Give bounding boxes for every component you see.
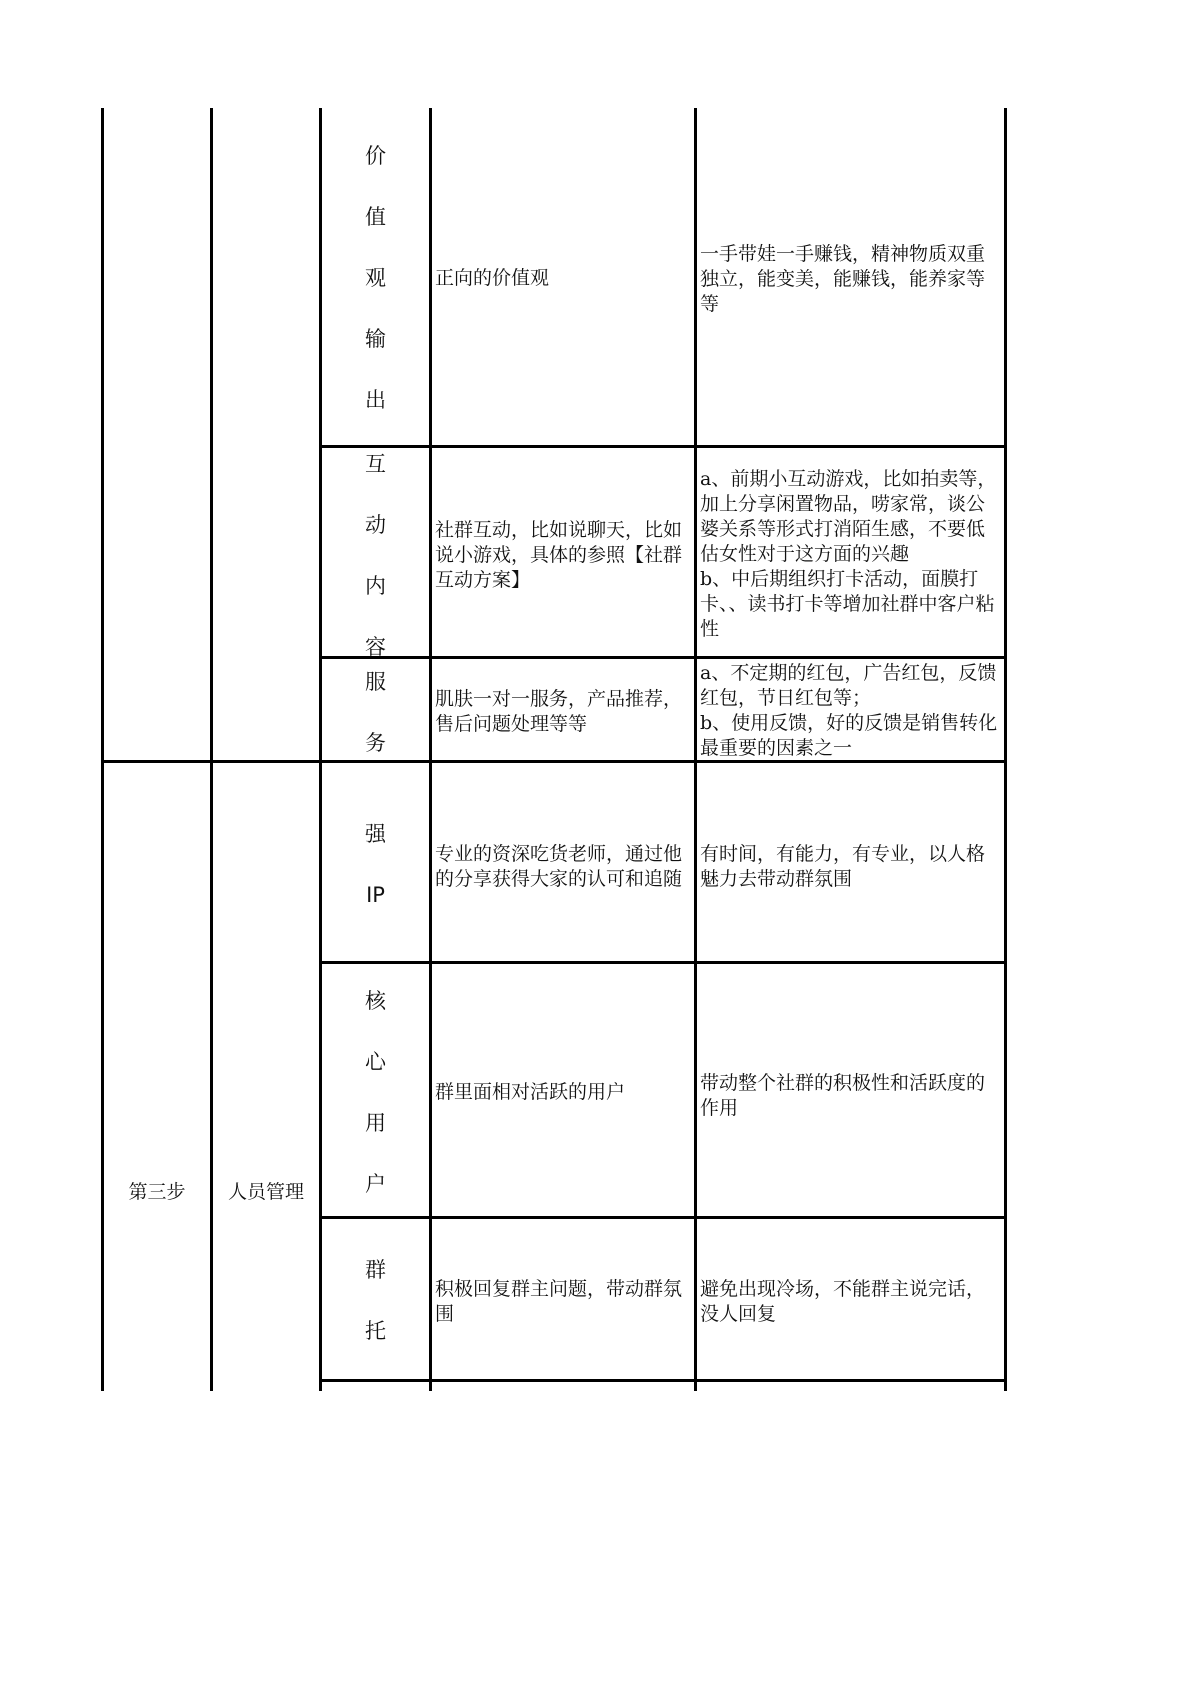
grid-line [319,961,1007,964]
description-cell: 专业的资深吃货老师，通过他的分享获得大家的认可和追随 [435,843,683,890]
category-char: 用 [365,1111,386,1135]
detail-cell [700,661,1002,761]
category-char: 务 [365,731,386,755]
detail-cell: 带动整个社群的积极性和活跃度的作用 [700,1072,986,1119]
description-cell: 社群互动，比如说聊天，比如说小游戏，具体的参照【社群互动方案】 [435,519,683,591]
detail-line: b、使用反馈，好的反馈是销售转化最重要的因素之一 [700,712,998,759]
section-label: 人员管理 [227,1181,304,1203]
detail-cell: 有时间，有能力，有专业，以人格魅力去带动群氛围 [700,843,986,890]
category-char: 观 [365,266,386,290]
category-cell-core-users [322,985,429,1229]
category-cell-interaction [322,448,429,692]
grid-line [694,108,697,1391]
category-char: 心 [365,1050,386,1074]
category-cell-values [322,140,429,445]
category-char: 核 [365,989,386,1013]
category-char: 内 [365,574,386,598]
category-char: 出 [365,388,386,412]
grid-line [319,1379,1007,1382]
category-cell-group-shill [322,1254,429,1376]
detail-line: a、前期小互动游戏，比如拍卖等，加上分享闲置物品，唠家常，谈公婆关系等形式打消陌生感，不要低估女性对于这方面的兴趣 [700,468,997,565]
detail-cell: 一手带娃一手赚钱，精神物质双重独立，能变美，能赚钱，能养家等等 [700,243,986,315]
step-label: 第三步 [128,1181,186,1203]
category-cell-strong-ip [322,818,429,940]
category-char: 价 [365,144,386,168]
detail-line: b、中后期组织打卡活动，面膜打卡、、读书打卡等增加社群中客户粘性 [700,568,995,640]
detail-line: a、不定期的红包，广告红包，反馈红包，节日红包等； [700,662,997,709]
detail-cell [700,467,1002,642]
category-char: 户 [365,1172,386,1196]
grid-line [1004,108,1007,1391]
category-char: 服 [365,670,386,694]
description-cell: 积极回复群主问题，带动群氛围 [435,1278,683,1325]
category-char: 容 [365,635,386,659]
description-cell: 正向的价值观 [435,267,550,289]
category-cell-service [322,666,429,788]
grid-line [429,108,432,1391]
category-char: IP [366,883,385,907]
category-char: 互 [365,452,386,476]
category-char: 动 [365,513,386,537]
category-char: 托 [365,1319,386,1343]
category-char: 值 [365,205,386,229]
description-cell: 群里面相对活跃的用户 [435,1081,626,1103]
category-char: 群 [365,1258,386,1282]
description-cell: 肌肤一对一服务，产品推荐，售后问题处理等等 [435,688,683,735]
detail-cell: 避免出现冷场，不能群主说完话，没人回复 [700,1278,986,1325]
category-char: 强 [365,822,386,846]
category-char: 输 [365,327,386,351]
